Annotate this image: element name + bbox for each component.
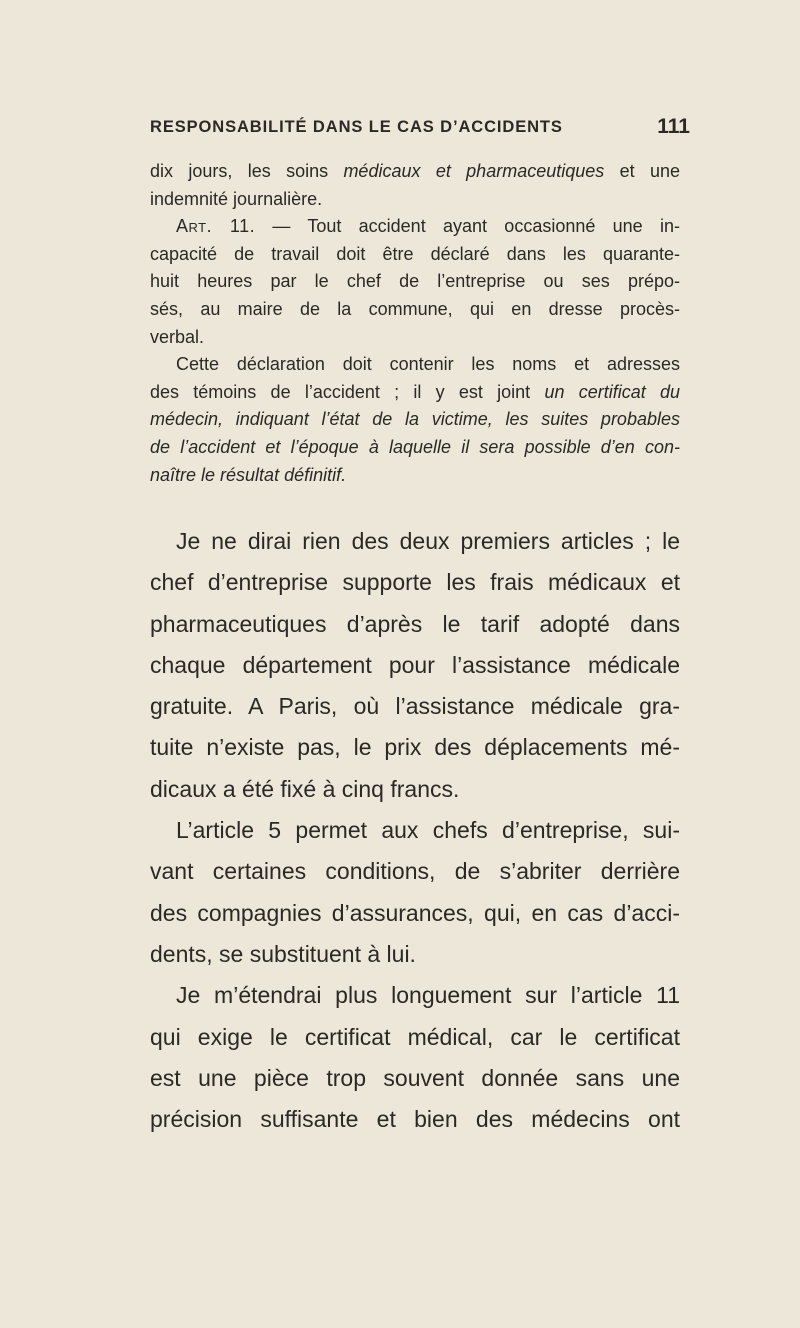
paragraph-line: chef d’entreprise supporte les frais médicaux et xyxy=(150,569,680,596)
paragraph-line: dents, se substituent à lui. xyxy=(150,940,416,967)
quoted-line: de l’accident et l’époque à laquelle il sera possible d’en con- xyxy=(150,436,680,457)
page-number: 111 xyxy=(657,115,690,138)
italic-phrase: un certificat du xyxy=(544,381,681,402)
page-header xyxy=(150,115,690,148)
quoted-line: des témoins de l’accident ; il y est joint un certificat du xyxy=(150,381,681,402)
quoted-line: verbal. xyxy=(150,326,205,347)
paragraph-line: dicaux a été fixé à cinq francs. xyxy=(150,775,460,802)
main-text xyxy=(150,521,680,1140)
paragraph-line: précision suffisante et bien des médecins ont xyxy=(150,1106,680,1133)
quoted-line: naître le résultat définitif. xyxy=(150,464,347,485)
paragraph-line: pharmaceutiques d’après le tarif adopté dans xyxy=(150,610,680,637)
paragraph-line: qui exige le certificat médical, car le certificat xyxy=(150,1023,680,1050)
quoted-line: indemnité journalière. xyxy=(150,188,323,209)
paragraph-line: vant certaines conditions, de s’abriter derrière xyxy=(150,858,680,885)
italic-phrase: médicaux et pharmaceutiques xyxy=(343,161,605,181)
paragraph-line: des compagnies d’assurances, qui, en cas d’acci- xyxy=(150,899,680,926)
paragraph-line: Je ne dirai rien des deux premiers articles ; le xyxy=(176,528,680,554)
paragraph-line: L’article 5 permet aux chefs d’entreprise, sui- xyxy=(176,817,680,844)
paragraph-line: Je m’étendrai plus longuement sur l’article 11 xyxy=(176,982,680,1009)
quoted-line: huit heures par le chef de l’entreprise ou ses prépo- xyxy=(150,271,680,292)
paragraph-line: est une pièce trop souvent donnée sans une xyxy=(150,1064,680,1091)
paragraph-line: tuite n’existe pas, le prix des déplacements mé- xyxy=(150,734,680,761)
article-heading-line: Art. 11. — Tout accident ayant occasionné une in- xyxy=(176,216,680,237)
quoted-line: médecin, indiquant l’état de la victime, les suites probables xyxy=(150,409,680,430)
quoted-line: Cette déclaration doit contenir les noms et adresses xyxy=(176,354,680,375)
quoted-line: capacité de travail doit être déclaré dans les quarante- xyxy=(150,243,680,264)
quoted-line: dix jours, les soins médicaux et pharmaceutiques et une xyxy=(150,161,680,181)
running-title: RESPONSABILITÉ DANS LE CAS D’ACCIDENTS xyxy=(150,118,563,136)
quoted-line: sés, au maire de la commune, qui en dresse procès- xyxy=(150,298,680,319)
paragraph-line: chaque département pour l’assistance médicale xyxy=(150,651,680,678)
paragraph-line: gratuite. A Paris, où l’assistance médicale gra- xyxy=(150,693,680,720)
quoted-law-text xyxy=(150,158,680,489)
article-label: Art. 11. xyxy=(176,216,256,237)
